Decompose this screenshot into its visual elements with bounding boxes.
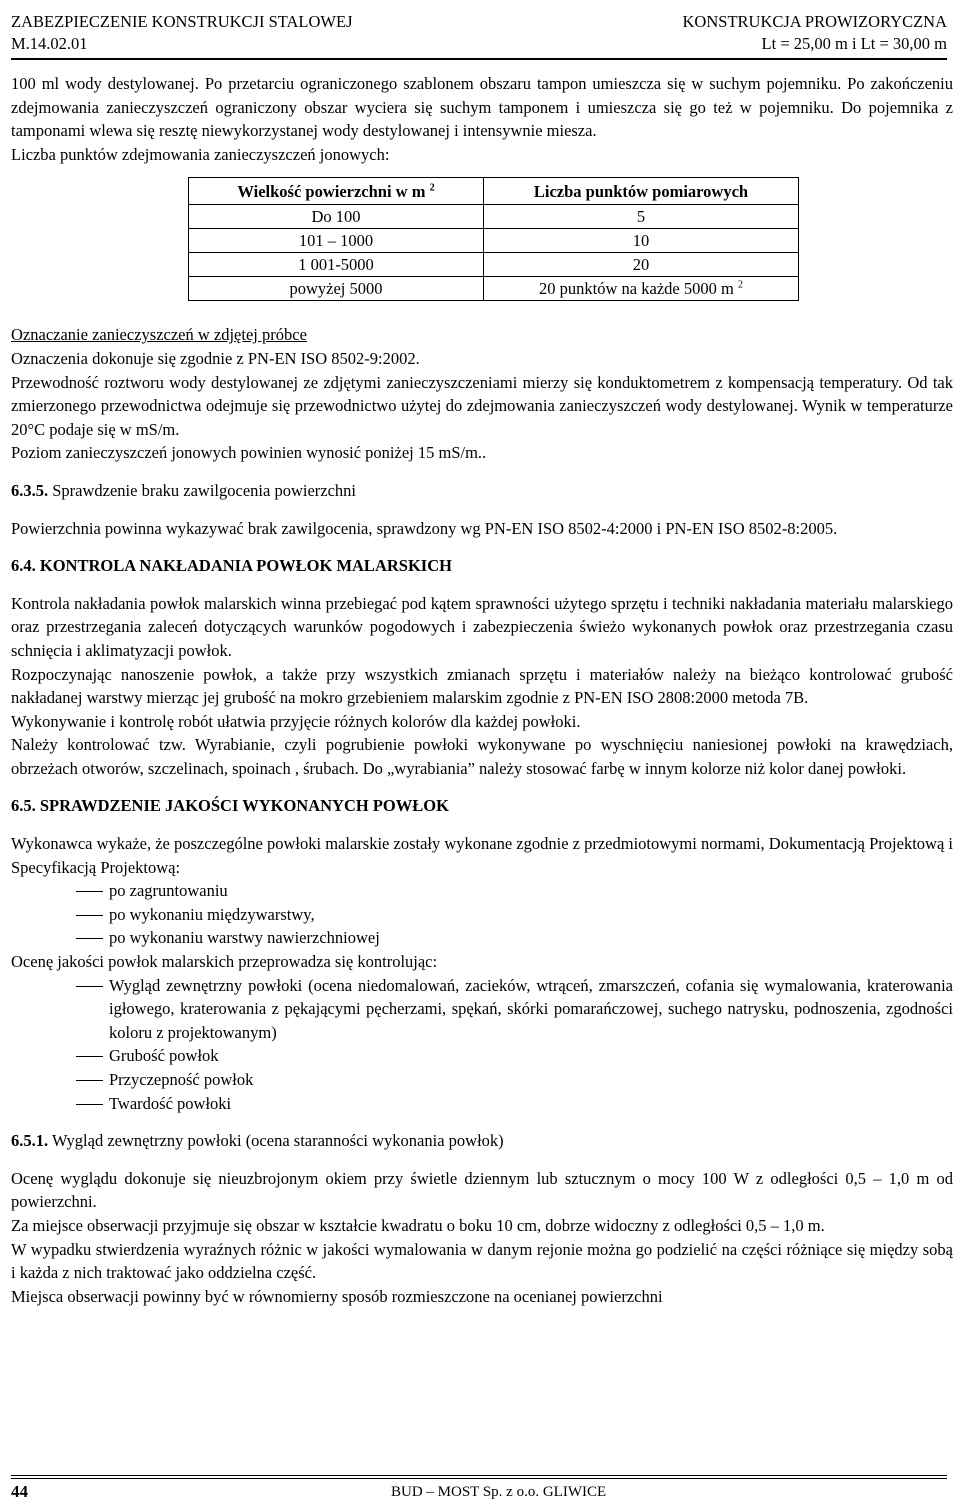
paragraph: W wypadku stwierdzenia wyraźnych różnic w jakości wymalowania w danym rejonie można go podzielić na części różniące się między sobą i każda z nich traktować jako oddzielna część. [11,1239,953,1283]
page-header [11,8,947,60]
paragraph: Kontrola nakładania powłok malarskich winna przebiegać pod kątem sprawności użytego sprzętu i techniki nakładania materiału malarskiego oraz przestrzegania zaleceń dotyczących warunków pogodowych i zabezpieczenia świeżo wykonanych powłok oraz przestrzegania czasu schnięcia i aklimatyzacji powłok. [11,593,953,660]
paragraph: Wykonywanie i kontrolę robót ułatwia przyjęcie różnych kolorów dla każdej powłoki. [11,711,581,731]
paragraph: Przewodność roztworu wody destylowanej ze zdjętymi zanieczyszczeniami mierzy się konduktometrem z kompensacją temperatury. Od tak zmierzonego przewodnictwa odejmuje się przewodnictwo użytej do zdejmowania zanieczyszczeń wody destylowanej. Wynik w temperaturze 20°C podaje się w mS/m. [11,372,953,439]
list-item: Twardość powłoki [11,1092,953,1116]
table-row [189,205,799,229]
paragraph: Należy kontrolować tzw. Wyrabianie, czyli pogrubienie powłoki wykonywane po wyschnięciu naniesionej powłoki na krawędziach, obrzeżach otworów, szczelinach, spoinach , śrubach. Do „wyrabiania” należy stosować farbę w innym kolorze niż kolor danej powłoki. [11,735,953,778]
table-cell: 1 001-5000 [189,253,484,277]
table-cell: powyżej 5000 [189,277,484,301]
page-footer [11,1475,947,1502]
table-row [189,229,799,253]
list-item: po zagruntowaniu [11,879,953,903]
measurement-points-table [188,177,799,301]
header-structure-title: KONSTRUKCJA PROWIZORYCZNA [682,12,947,31]
section-heading-6-5-1: 6.5.1. Wygląd zewnętrzny powłoki (ocena staranności wykonania powłok) [11,1131,504,1151]
header-spec-title: ZABEZPIECZENIE KONSTRUKCJI STALOWEJ [11,12,353,31]
table-header-cell: Liczba punktów pomiarowych [484,178,799,205]
paragraph: Ocenę jakości powłok malarskich przeprowadza się kontrolując: [11,952,438,972]
section-heading-6-5: 6.5. SPRAWDZENIE JAKOŚCI WYKONANYCH POWŁOK [11,796,449,816]
quality-criteria-list [11,974,953,1116]
paragraph: Za miejsce obserwacji przyjmuje się obszar w kształcie kwadratu o boku 10 cm, dobrze widoczny z odległości 0,5 – 1,0 m. [11,1215,825,1235]
paragraph: Oznaczenia dokonuje się zgodnie z PN-EN ISO 8502-9:2002. [11,348,420,368]
list-item: Grubość powłok [11,1044,953,1068]
paragraph: 100 ml wody destylowanej. Po przetarciu ograniczonego szablonem obszaru tampon umieszcza się w suchym pojemniku. Po zakończeniu zdejmowania zanieczyszczeń ograniczony obszar wyciera się suchym tamponem i umieszcza się go też w pojemniku. Do pojemnika z tamponami wlewa się resztę niewykorzystanej wody destylowanej i intensywnie miesza. [11,74,953,141]
list-item: Wygląd zewnętrzny powłoki (ocena niedomalowań, zacieków, wtrąceń, zmarszczeń, cofania się wymalowania, kraterowania igłowego, kraterowania z pękającymi pęcherzami, spękań, skórki pomarańczowej, suchego natrysku, podnoszenia, zgodności koloru z projektowanym) [11,974,953,1045]
list-item: po wykonaniu warstwy nawierzchniowej [11,926,953,950]
table-header-row [189,178,799,205]
header-spec-code: M.14.02.01 [11,34,88,53]
list-item: po wykonaniu międzywarstwy, [11,903,953,927]
paragraph: Miejsca obserwacji powinny być w równomierny sposób rozmieszczone na ocenianej powierzchni [11,1286,663,1306]
paragraph: Rozpoczynając nanoszenie powłok, a także przy wszystkich zmianach sprzętu i materiałów należy na bieżąco kontrolować grubość nakładanej warstwy mierząc jej grubość na mokro grzebieniem malarskim zgodnie z PN-EN ISO 2808:2000 metoda 7B. [11,664,953,708]
section-heading-6-4: 6.4. KONTROLA NAKŁADANIA POWŁOK MALARSKICH [11,556,452,576]
table-cell: 20 punktów na każde 5000 m $^2$ [484,277,799,301]
table-row [189,277,799,301]
paragraph: Liczba punktów zdejmowania zanieczyszczeń jonowych: [11,144,390,164]
table-cell: 10 [484,229,799,253]
table-cell: 20 [484,253,799,277]
company-name: BUD – MOST Sp. z o.o. GLIWICE [391,1484,607,1500]
page-number: 44 [11,1482,28,1501]
subsection-title: Oznaczanie zanieczyszczeń w zdjętej próbce [11,325,307,345]
paragraph: Ocenę wyglądu dokonuje się nieuzbrojonym okiem przy świetle dziennym lub sztucznym o mocy 100 W z odległości 0,5 – 1,0 m od powierzchni. [11,1168,953,1212]
table-cell: 101 – 1000 [189,229,484,253]
header-structure-span: Lt = 25,00 m i Lt = 30,00 m [761,34,947,53]
footer-divider [11,1478,947,1479]
inspection-stages-list [11,879,953,950]
table-cell: Do 100 [189,205,484,229]
header-divider [11,58,947,59]
table-row [189,253,799,277]
list-item: Przyczepność powłok [11,1068,953,1092]
page-content [11,72,953,1308]
paragraph: Powierzchnia powinna wykazywać brak zawilgocenia, sprawdzony wg PN-EN ISO 8502-4:2000 i PN-EN ISO 8502-8:2005. [11,518,838,538]
paragraph: Poziom zanieczyszczeń jonowych powinien wynosić poniżej 15 mS/m.. [11,443,487,463]
paragraph: Wykonawca wykaże, że poszczególne powłoki malarskie zostały wykonane zgodnie z przedmiotowymi normami, Dokumentacją Projektową i Specyfikacją Projektową: [11,834,953,877]
section-heading-6-3-5: 6.3.5. Sprawdzenie braku zawilgocenia powierzchni [11,480,356,500]
table-header-cell: Wielkość powierzchni w m $^2$ [189,178,484,205]
table-cell: 5 [484,205,799,229]
